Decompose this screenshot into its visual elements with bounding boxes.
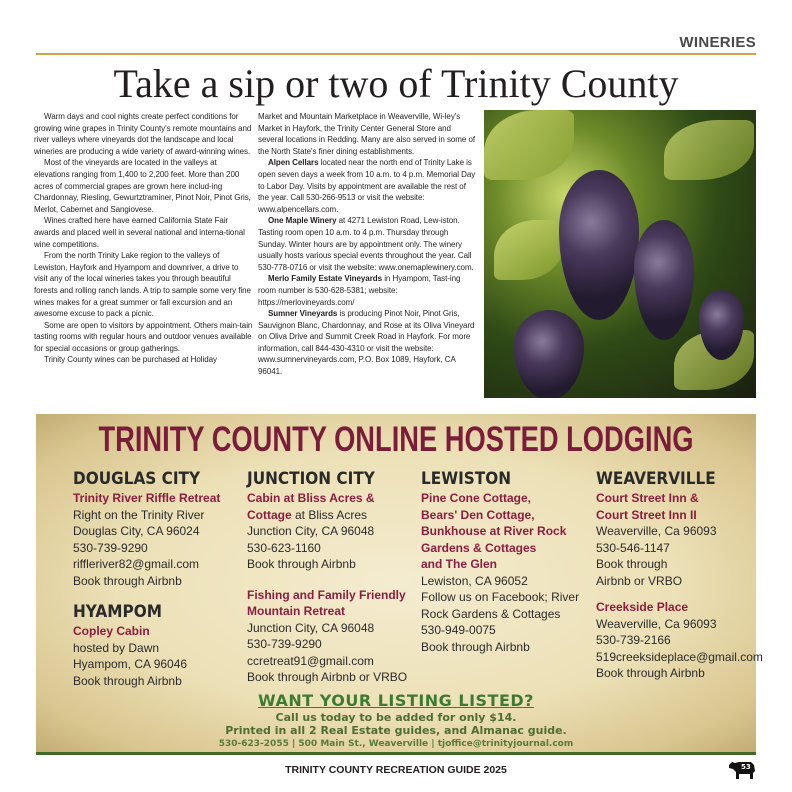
- info-line: ccretreat91@gmail.com: [247, 653, 374, 668]
- business-name: Bears' Den Cottage,: [421, 507, 535, 522]
- info-line: Weaverville, Ca 96093: [596, 616, 717, 631]
- page-number: 53: [741, 763, 751, 771]
- lewiston-column: [421, 468, 596, 655]
- winery-name: One Maple Winery: [268, 216, 337, 226]
- info-line: at Bliss Acres: [291, 507, 368, 522]
- info-line: Book through Airbnb: [73, 573, 182, 588]
- footer-guide-title: TRINITY COUNTY RECREATION GUIDE 2025: [285, 764, 507, 776]
- info-line: Douglas City, CA 96024: [73, 524, 200, 538]
- info-line: 530-623-1160: [247, 540, 321, 555]
- page-title: Take a sip or two of Trinity County: [113, 61, 679, 106]
- winery-alpen: [258, 157, 478, 215]
- info-line: Book through Airbnb: [421, 639, 530, 654]
- info-line: Book through Airbnb or VRBO: [247, 670, 408, 684]
- info-line: 530-739-9290: [73, 540, 148, 555]
- paragraph: Trinity County wines can be purchased at Holiday: [44, 355, 217, 365]
- business-name: Court Street Inn &: [596, 491, 699, 505]
- info-line: 530-949-0075: [421, 623, 496, 637]
- paragraph: Wines crafted here have earned California State Fair awards and placed well in several national and interna-tional wine competitions.: [34, 216, 245, 249]
- city-heading: LEWISTON: [421, 469, 512, 489]
- winery-text: is producing Pinot Noir, Pinot Gris, Sauvignon Blanc, Chardonnay, and Rose at its Oliva Vineyard on Oliva Drive and Summit Creek Road in Hayfork. For more information, call 844-430-4310 or visit the website: www.sumnervineyards.com, P.O. Box 1089, Hayfork, CA 96041.: [258, 309, 475, 377]
- call-line: Call us today to be added for only $14.: [275, 711, 517, 724]
- business-name: Mountain Retreat: [247, 604, 346, 618]
- city-heading: WEAVERVILLE: [596, 469, 716, 489]
- info-line: Follow us on Facebook; River: [421, 590, 580, 604]
- city-heading: DOUGLAS CITY: [73, 469, 201, 489]
- paragraph: Some are open to visitors by appointment. Others main-tain tasting rooms with regular hours and outdoor venues available for special occasions or group gatherings.: [34, 320, 253, 353]
- winery-text: at 4271 Lewiston Road, Lew-iston. Tasting room open 10 a.m. to 4 p.m. Thursday through Sunday. Winter hours are by appointment only. The winery usually hosts various special events throughout the year. Call 530-778-0716 or visit the website: www.onemaplewinery.com.: [258, 216, 474, 272]
- lodging-ad: [36, 414, 763, 755]
- business-name: Creekside Place: [596, 600, 689, 614]
- business-name: Court Street Inn II: [596, 507, 697, 522]
- business-name: Cabin at Bliss Acres &: [247, 491, 375, 505]
- info-line: Book through Airbnb: [596, 666, 705, 680]
- winery-merlo: [258, 273, 478, 308]
- winery-text: in Hyampom, Tast-ing room number is 530-628-5381; website: https://merlovineyards.com/: [258, 274, 461, 307]
- info-line: Book through: [596, 557, 668, 571]
- info-line: Weaverville, Ca 96093: [596, 524, 717, 538]
- paragraph: Warm days and cool nights create perfect conditions for growing wine grapes in Trinity County's remote mountains and river valleys where vineyards dot the landscape and local wineries are producing a wide variety of award-winning wines.: [34, 112, 252, 156]
- city-heading: JUNCTION CITY: [247, 469, 375, 489]
- douglas-city-column: [73, 468, 248, 689]
- article-column-2: [258, 111, 478, 378]
- business-name: Copley Cabin: [73, 624, 150, 638]
- article-column-1: [34, 111, 254, 366]
- paragraph: Market and Mountain Marketplace in Weaverville, Wi-ley's Market in Hayfork, the Trinity Center General Store and several locations in Redding. Many are also served in some of the North State's finer dining establishments.: [258, 112, 476, 156]
- info-line: 530-739-9290: [247, 637, 322, 651]
- info-line: riffleriver82@gmail.com: [73, 557, 199, 571]
- listing-cta: WANT YOUR LISTING LISTED?: [258, 691, 534, 710]
- paragraph: Most of the vineyards are located in the valleys at elevations ranging from 1,400 to 2,200 feet. More than 200 acres of commercial grapes are grown here includ-ing Chardonnay, Riesling, Gewurtztraminer, Pinot Noir, Pinot Gris, Merlot, Cabernet and Sangiovese.: [34, 158, 251, 214]
- contact-line: 530-623-2055 | 500 Main St., Weaverville | tjoffice@trinityjournal.com: [218, 739, 574, 749]
- city-heading: HYAMPOM: [73, 602, 162, 622]
- business-name: Bunkhouse at River Rock: [421, 524, 567, 538]
- info-line: Hyampom, CA 96046: [73, 657, 188, 671]
- bear-page-number-icon: [727, 759, 757, 779]
- info-line: hosted by Dawn: [73, 640, 160, 655]
- junction-city-column: [247, 468, 422, 686]
- info-line: Right on the Trinity River: [73, 507, 205, 522]
- winery-text: located near the north end of Trinity Lake is open seven days a week from 10 a.m. to 4 p.m. Memorial Day to Labor Day. Visits by appointment are available the rest of the year. Call 530-266-9513 or visit the website: www.alpencellars.com.: [258, 158, 476, 214]
- info-line: 530-739-2166: [596, 633, 671, 647]
- weaverville-column: [596, 468, 771, 682]
- business-name: and The Glen: [421, 557, 498, 571]
- info-line: Book through Airbnb: [247, 557, 356, 571]
- business-name: Cottage: [247, 507, 292, 522]
- call-line: Printed in all 2 Real Estate guides, and Almanac guide.: [225, 724, 567, 737]
- info-line: Rock Gardens & Cottages: [421, 606, 561, 621]
- info-line: Lewiston, CA 96052: [421, 573, 528, 588]
- business-name: Trinity River Riffle Retreat: [73, 491, 221, 505]
- info-line: 530-546-1147: [596, 540, 670, 555]
- info-line: Airbnb or VRBO: [596, 573, 683, 588]
- info-line: Junction City, CA 96048: [247, 620, 375, 635]
- section-label: WINERIES: [679, 34, 756, 51]
- winery-name: Alpen Cellars: [268, 158, 319, 168]
- listing-info: [36, 711, 756, 737]
- winery-sumner: [258, 308, 478, 378]
- winery-one-maple: [258, 215, 478, 273]
- info-line: 519creeksideplace@gmail.com: [596, 649, 763, 664]
- grapes-photo: [484, 110, 756, 398]
- paragraph: From the north Trinity Lake region to the valleys of Lewiston, Hayfork and Hyampom and downriver, a drive to visit any of the local wineries takes you through beautiful forests and rolling ranch lands. A trip to sample some very fine wines makes for a great summer or fall excursion and an awesome excuse to pack a picnic.: [34, 251, 251, 319]
- business-name: Gardens & Cottages: [421, 540, 537, 555]
- header-rule: [36, 53, 756, 55]
- info-line: Book through Airbnb: [73, 673, 182, 688]
- business-name: Fishing and Family Friendly: [247, 587, 406, 602]
- business-name: Pine Cone Cottage,: [421, 491, 532, 505]
- lodging-title: TRINITY COUNTY ONLINE HOSTED LODGING: [98, 420, 694, 459]
- winery-name: Merlo Family Estate Vineyards: [268, 274, 383, 284]
- winery-name: Sumner Vineyards: [268, 309, 338, 319]
- info-line: Junction City, CA 96048: [247, 524, 375, 538]
